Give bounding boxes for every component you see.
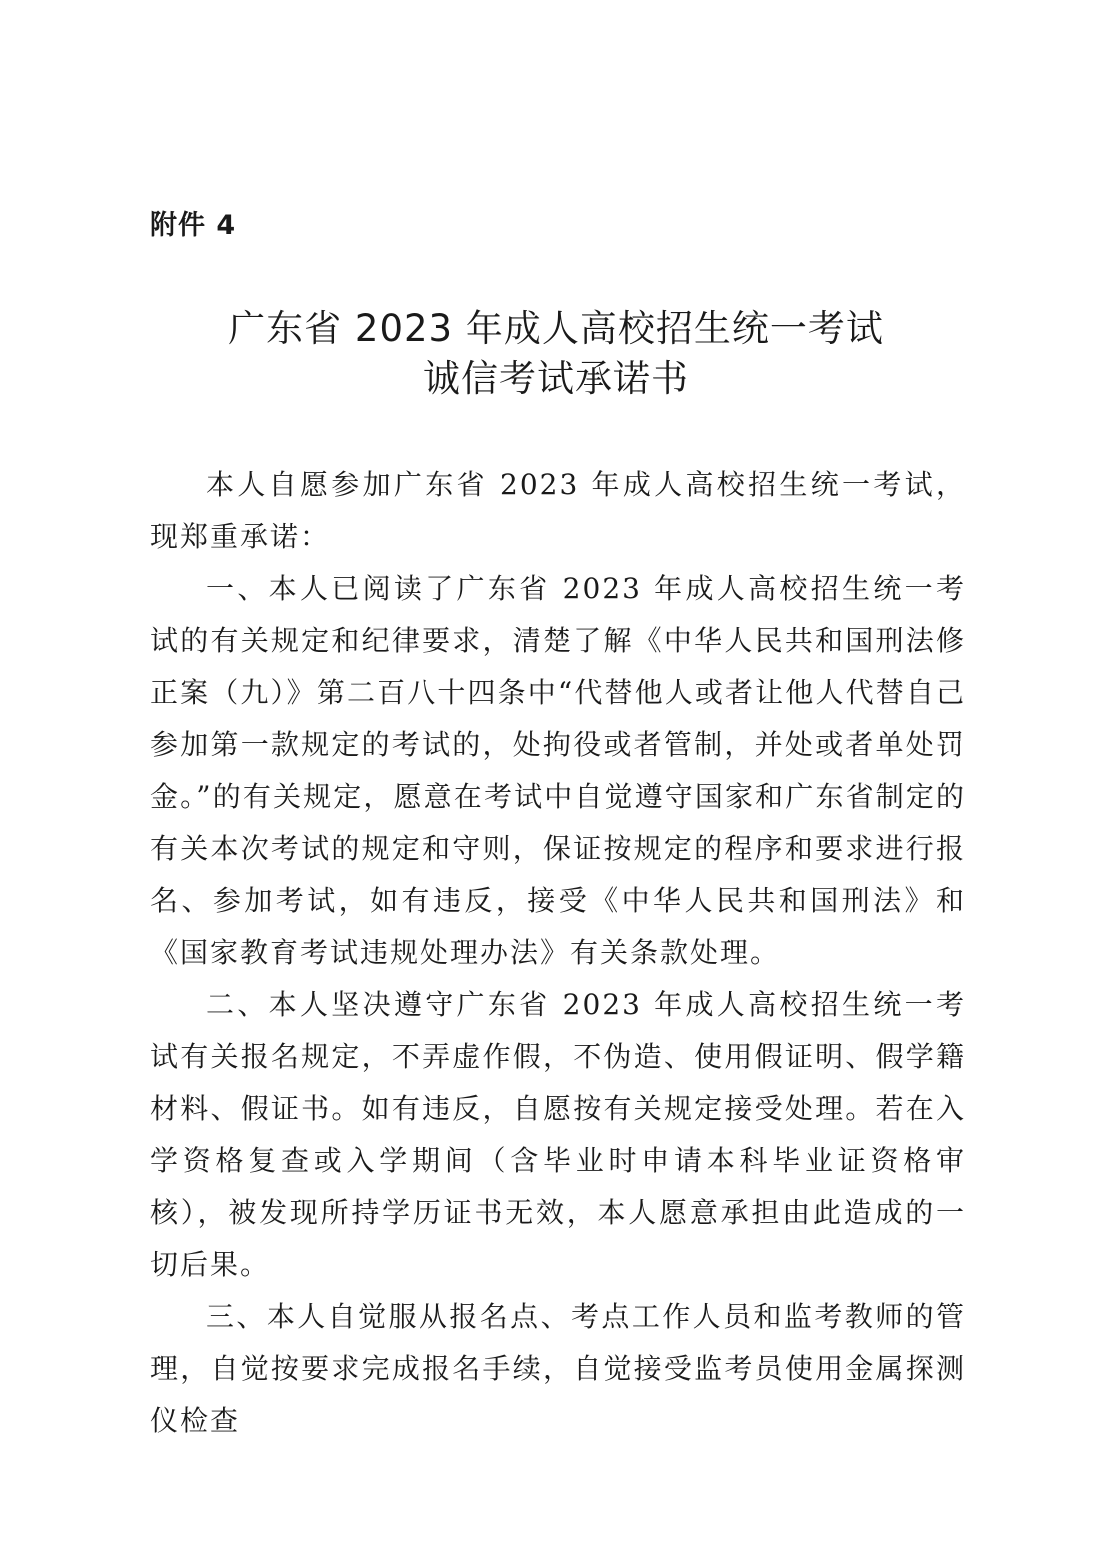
pledge-item-2: 二、本人坚决遵守广东省 2023 年成人高校招生统一考试有关报名规定，不弄虚作假，不伪造、使用假证明、假学籍材料、假证书。如有违反，自愿按有关规定接受处理。若在入学资格复查或入学期间（含毕业时申请本科毕业证资格审核），被发现所持学历证书无效，本人愿意承担由此造成的一切后果。	[150, 988, 966, 1281]
document-title-line-1: 广东省 2023 年成人高校招生统一考试	[228, 307, 884, 350]
attachment-label: 附件 4	[150, 210, 237, 241]
pledge-item-3: 三、本人自觉服从报名点、考点工作人员和监考教师的管理，自觉按要求完成报名手续，自觉接受监考员使用金属探测仪检查	[150, 1300, 966, 1437]
document-title-line-2: 诚信考试承诺书	[423, 357, 689, 400]
intro-paragraph: 本人自愿参加广东省 2023 年成人高校招生统一考试，现郑重承诺：	[150, 468, 966, 553]
pledge-item-1: 一、本人已阅读了广东省 2023 年成人高校招生统一考试的有关规定和纪律要求，清楚了解《中华人民共和国刑法修正案（九）》第二百八十四条中“代替他人或者让他人代替自己参加第一款规定的考试的，处拘役或者管制，并处或者单处罚金。”的有关规定，愿意在考试中自觉遵守国家和广东省制定的有关本次考试的规定和守则，保证按规定的程序和要求进行报名、参加考试，如有违反，接受《中华人民共和国刑法》和《国家教育考试违规处理办法》有关条款处理。	[150, 572, 966, 969]
document-body	[150, 459, 966, 1447]
